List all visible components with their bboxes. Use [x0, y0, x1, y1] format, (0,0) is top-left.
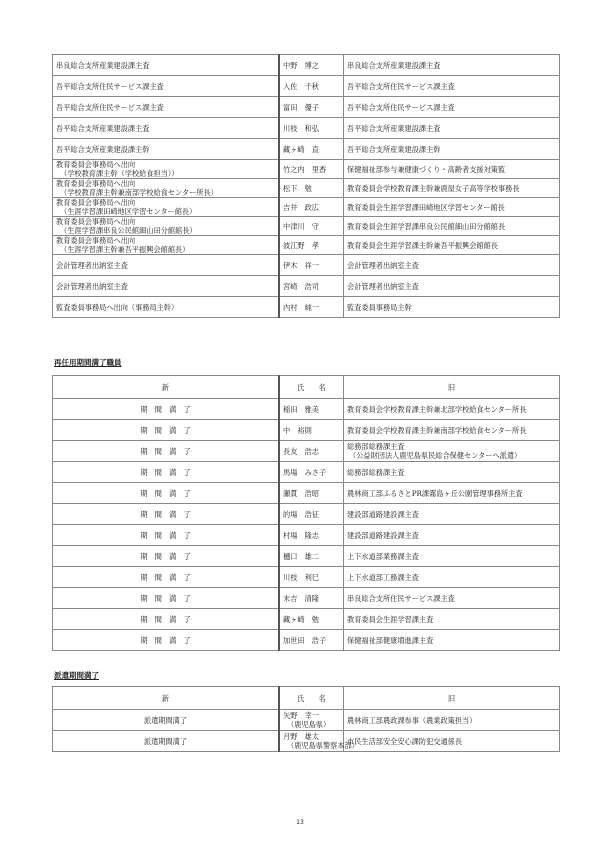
old-position-text: 会計管理者出納室主査: [347, 281, 419, 291]
new-position: [53, 276, 280, 297]
person-name-subtext: （鹿児島県）: [287, 720, 331, 729]
old-position: [344, 276, 560, 297]
old-position-text: 吾平総合支所産業建設課主査: [347, 123, 441, 133]
new-position-text: 教育委員会事務局へ出向: [56, 217, 136, 226]
old-position-text: 農林商工部ふるさとPR課霧島ヶ丘公園管理事務所主査: [347, 488, 523, 498]
person-name: [279, 76, 344, 97]
person-name: [279, 731, 359, 752]
personnel-table-transfers: [52, 54, 560, 318]
person-name-subtext: （鹿児島県警察本部）: [287, 741, 359, 750]
old-position: [344, 588, 560, 609]
person-name-text: 村場 隆志: [283, 530, 319, 540]
new-position-text: 期 間 満 了: [140, 593, 191, 603]
old-position: [344, 179, 560, 198]
header-old: 旧: [344, 687, 560, 710]
old-position: [344, 483, 560, 504]
table-row: [53, 609, 560, 630]
personnel-table-reappointment-expired: [52, 375, 560, 651]
personnel-table-dispatch-expired: [52, 686, 560, 752]
old-position-text: 串良総合支所産業建設課主査: [347, 60, 441, 70]
new-position-text: 期 間 満 了: [140, 635, 191, 645]
page-number: 13: [296, 819, 304, 826]
new-position-text: 教育委員会事務局へ出向: [56, 160, 136, 169]
new-position-text: 監査委員事務局へ出向（事務局主幹）: [56, 302, 179, 312]
old-position-text: 教育委員会生涯学習課主幹兼吾平振興会館館長: [347, 240, 498, 250]
new-position: [53, 297, 280, 318]
table-row: [53, 55, 560, 76]
person-name: [279, 139, 344, 160]
table-header-row: [53, 687, 560, 710]
person-name-text: 長友 浩志: [283, 446, 319, 456]
person-name: [279, 276, 344, 297]
new-position-text: 串良総合支所産業建設課主査: [56, 60, 150, 70]
old-position-text: 上下水道部業務課主査: [347, 551, 419, 561]
person-name-text: 松下 勉: [283, 183, 312, 193]
person-name: [279, 546, 344, 567]
person-name-text: 伊木 祥一: [283, 260, 319, 270]
table-row: [53, 217, 560, 236]
table-row: [53, 710, 560, 731]
new-position: [53, 160, 280, 179]
person-name: [279, 710, 344, 731]
old-position: [344, 76, 560, 97]
person-name: [279, 525, 344, 546]
table-row: [53, 76, 560, 97]
header-name: 氏 名: [279, 687, 344, 710]
new-position: [53, 710, 280, 731]
old-position: [344, 255, 560, 276]
table-row: [53, 504, 560, 525]
new-position-subtext: （生涯学習課田崎地区学習センター館長）: [60, 207, 197, 216]
old-position-subtext: （公益財団法人鹿児島県民総合保健センターへ派遣）: [349, 451, 522, 460]
old-position-text: 教育委員会学校教育課主幹兼鹿屋女子高等学校事務長: [347, 183, 520, 193]
table-row: [53, 483, 560, 504]
section-title-dispatch-expired: 派遣期間満了: [54, 671, 99, 680]
table-row: [53, 198, 560, 217]
header-old: 旧: [344, 376, 560, 399]
table-row: [53, 236, 560, 255]
new-position-text: 教育委員会事務局へ出向: [56, 198, 136, 207]
new-position-text: 期 間 満 了: [140, 488, 191, 498]
new-position-text: 吾平総合支所産業建設課主査: [56, 123, 150, 133]
new-position: [53, 139, 280, 160]
person-name-text: 宮崎 浩司: [283, 281, 319, 291]
table-row: [53, 731, 560, 752]
person-name: [279, 420, 344, 441]
new-position: [53, 483, 280, 504]
new-position-text: 期 間 満 了: [140, 572, 191, 582]
header-new: 新: [53, 687, 280, 710]
person-name-text: 川枝 和弘: [283, 123, 319, 133]
old-position-text: 保健福祉部参与兼健康づくり・高齢者支援対策監: [347, 164, 506, 174]
old-position-text: 建設部道路建設課主査: [347, 530, 419, 540]
person-name: [279, 160, 344, 179]
person-name-text: 波江野 孝: [283, 240, 319, 250]
person-name: [279, 236, 344, 255]
old-position-text: 吾平総合支所産業建設課主幹: [347, 144, 441, 154]
old-position-text: 教育委員会生涯学習課田崎地区学習センター館長: [347, 202, 505, 212]
table-row: [53, 297, 560, 318]
new-position-text: 教育委員会事務局へ出向: [56, 236, 136, 245]
table-row: [53, 118, 560, 139]
new-position: [53, 97, 280, 118]
table-row: [53, 399, 560, 420]
new-position: [53, 731, 280, 752]
new-position-text: 期 間 満 了: [140, 404, 191, 414]
old-position-text: 教育委員会生涯学習課主査: [347, 614, 434, 624]
new-position-text: 吾平総合支所産業建設課主幹: [56, 144, 150, 154]
person-name-text: 的場 浩征: [283, 509, 319, 519]
old-position: [344, 399, 560, 420]
old-position: [344, 525, 560, 546]
table-row: [53, 276, 560, 297]
person-name-text: 加世田 浩子: [283, 635, 327, 645]
new-position: [53, 76, 280, 97]
person-name-text: 瀬貫 浩昭: [283, 488, 319, 498]
old-position: [344, 567, 560, 588]
old-position: [344, 609, 560, 630]
new-position: [53, 504, 280, 525]
new-position-subtext: （生涯学習課主幹兼吾平振興会館館長）: [60, 245, 190, 254]
new-position: [53, 55, 280, 76]
old-position-text: 市民生活部安全安心課防犯交通係長: [347, 736, 463, 746]
old-position: [344, 55, 560, 76]
old-position-text: 総務部総務課主査: [347, 467, 405, 477]
old-position: [344, 710, 560, 731]
new-position: [53, 588, 280, 609]
person-name: [279, 504, 344, 525]
person-name-text: 月野 雄太: [283, 732, 319, 741]
new-position-text: 期 間 満 了: [140, 509, 191, 519]
new-position-subtext: （生涯学習課串良公民館細山田分館館長）: [60, 226, 197, 235]
new-position: [53, 198, 280, 217]
person-name-text: 入佐 千秋: [283, 81, 319, 91]
person-name-text: 稲田 雅美: [283, 404, 319, 414]
new-position: [53, 236, 280, 255]
person-name: [279, 609, 344, 630]
person-name-text: 中 裕則: [283, 425, 312, 435]
old-position-text: 総務部総務課主査: [347, 442, 405, 451]
new-position-text: 期 間 満 了: [140, 446, 191, 456]
person-name: [279, 630, 344, 651]
new-position-text: 期 間 満 了: [140, 467, 191, 477]
old-position-text: 保健福祉部健康増進課主査: [347, 635, 434, 645]
new-position: [53, 420, 280, 441]
old-position-text: 建設部道路建設課主査: [347, 509, 419, 519]
new-position: [53, 179, 280, 198]
table-row: [53, 97, 560, 118]
old-position: [344, 198, 560, 217]
person-name-text: 藏ヶ崎 直: [283, 144, 319, 154]
person-name-text: 樋口 雄二: [283, 551, 319, 561]
person-name: [279, 118, 344, 139]
old-position-text: 教育委員会学校教育課主幹兼北部学校給食センター所長: [347, 404, 527, 414]
old-position: [344, 731, 560, 752]
old-position: [344, 217, 560, 236]
person-name: [279, 297, 344, 318]
new-position: [53, 609, 280, 630]
new-position: [53, 567, 280, 588]
person-name: [279, 483, 344, 504]
table-row: [53, 588, 560, 609]
table-row: [53, 462, 560, 483]
old-position-text: 串良総合支所住民サービス課主査: [347, 593, 455, 603]
new-position: [53, 462, 280, 483]
new-position-text: 吾平総合支所住民サービス課主査: [56, 102, 164, 112]
old-position: [344, 441, 560, 462]
person-name: [279, 179, 344, 198]
new-position-text: 派遣期間満了: [143, 715, 188, 725]
table-row: [53, 255, 560, 276]
table-row: [53, 441, 560, 462]
person-name-text: 竹之内 里香: [283, 164, 327, 174]
person-name-text: 中野 博之: [283, 60, 319, 70]
new-position-text: 期 間 満 了: [140, 614, 191, 624]
person-name-text: 矢野 幸一: [283, 711, 319, 720]
new-position-text: 期 間 満 了: [140, 551, 191, 561]
new-position-text: 会計管理者出納室主査: [56, 281, 128, 291]
table-row: [53, 139, 560, 160]
header-new: 新: [53, 376, 280, 399]
person-name: [279, 97, 344, 118]
new-position: [53, 525, 280, 546]
old-position: [344, 420, 560, 441]
table-row: [53, 420, 560, 441]
person-name-text: 富田 優子: [283, 102, 319, 112]
new-position-subtext: （学校教育課主幹（学校給食担当））: [60, 169, 179, 178]
new-position: [53, 441, 280, 462]
new-position: [53, 399, 280, 420]
old-position-text: 吾平総合支所住民サービス課主査: [347, 102, 455, 112]
old-position: [344, 160, 560, 179]
person-name-text: 内村 純一: [283, 302, 319, 312]
table-row: [53, 630, 560, 651]
person-name: [279, 399, 344, 420]
old-position: [344, 462, 560, 483]
old-position: [344, 504, 560, 525]
new-position-text: 吾平総合支所住民サービス課主査: [56, 81, 164, 91]
table-row: [53, 546, 560, 567]
section-title-reappointment-expired: 再任用期間満了職員: [54, 358, 122, 367]
header-name: 氏 名: [279, 376, 344, 399]
new-position-text: 期 間 満 了: [140, 530, 191, 540]
person-name-text: 川枝 利巳: [283, 572, 319, 582]
new-position: [53, 546, 280, 567]
old-position-text: 教育委員会学校教育課主幹兼南部学校給食センター所長: [347, 425, 527, 435]
person-name-text: 藏ヶ崎 勉: [283, 614, 319, 624]
person-name-text: 吉井 政広: [283, 202, 319, 212]
old-position-text: 監査委員事務局主幹: [347, 302, 412, 312]
new-position: [53, 255, 280, 276]
person-name-text: 馬場 みさ子: [283, 467, 327, 477]
old-position: [344, 630, 560, 651]
old-position-text: 吾平総合支所住民サービス課主査: [347, 81, 455, 91]
new-position: [53, 630, 280, 651]
old-position-text: 農林商工部農政課参事（農業政策担当）: [347, 715, 477, 725]
person-name: [279, 567, 344, 588]
old-position: [344, 546, 560, 567]
person-name: [279, 55, 344, 76]
person-name: [279, 462, 344, 483]
new-position: [53, 217, 280, 236]
person-name: [279, 588, 344, 609]
person-name-text: 末吉 清隆: [283, 593, 319, 603]
old-position-text: 教育委員会生涯学習課串良公民館細山田分館館長: [347, 221, 506, 231]
old-position: [344, 139, 560, 160]
old-position-text: 上下水道部工務課主査: [347, 572, 419, 582]
new-position-text: 教育委員会事務局へ出向: [56, 179, 136, 188]
table-header-row: [53, 376, 560, 399]
person-name: [279, 217, 344, 236]
table-row: [53, 525, 560, 546]
table-row: [53, 160, 560, 179]
old-position: [344, 97, 560, 118]
new-position-text: 派遣期間満了: [143, 736, 188, 746]
old-position: [344, 236, 560, 255]
new-position-text: 会計管理者出納室主査: [56, 260, 128, 270]
person-name-text: 中津川 守: [283, 221, 319, 231]
old-position: [344, 297, 560, 318]
table-row: [53, 179, 560, 198]
old-position-text: 会計管理者出納室主査: [347, 260, 419, 270]
old-position: [344, 118, 560, 139]
person-name: [279, 198, 344, 217]
new-position: [53, 118, 280, 139]
person-name: [279, 255, 344, 276]
person-name: [279, 441, 344, 462]
table-row: [53, 567, 560, 588]
new-position-text: 期 間 満 了: [140, 425, 191, 435]
new-position-subtext: （学校教育課主幹兼南部学校給食センター所長）: [60, 188, 218, 197]
